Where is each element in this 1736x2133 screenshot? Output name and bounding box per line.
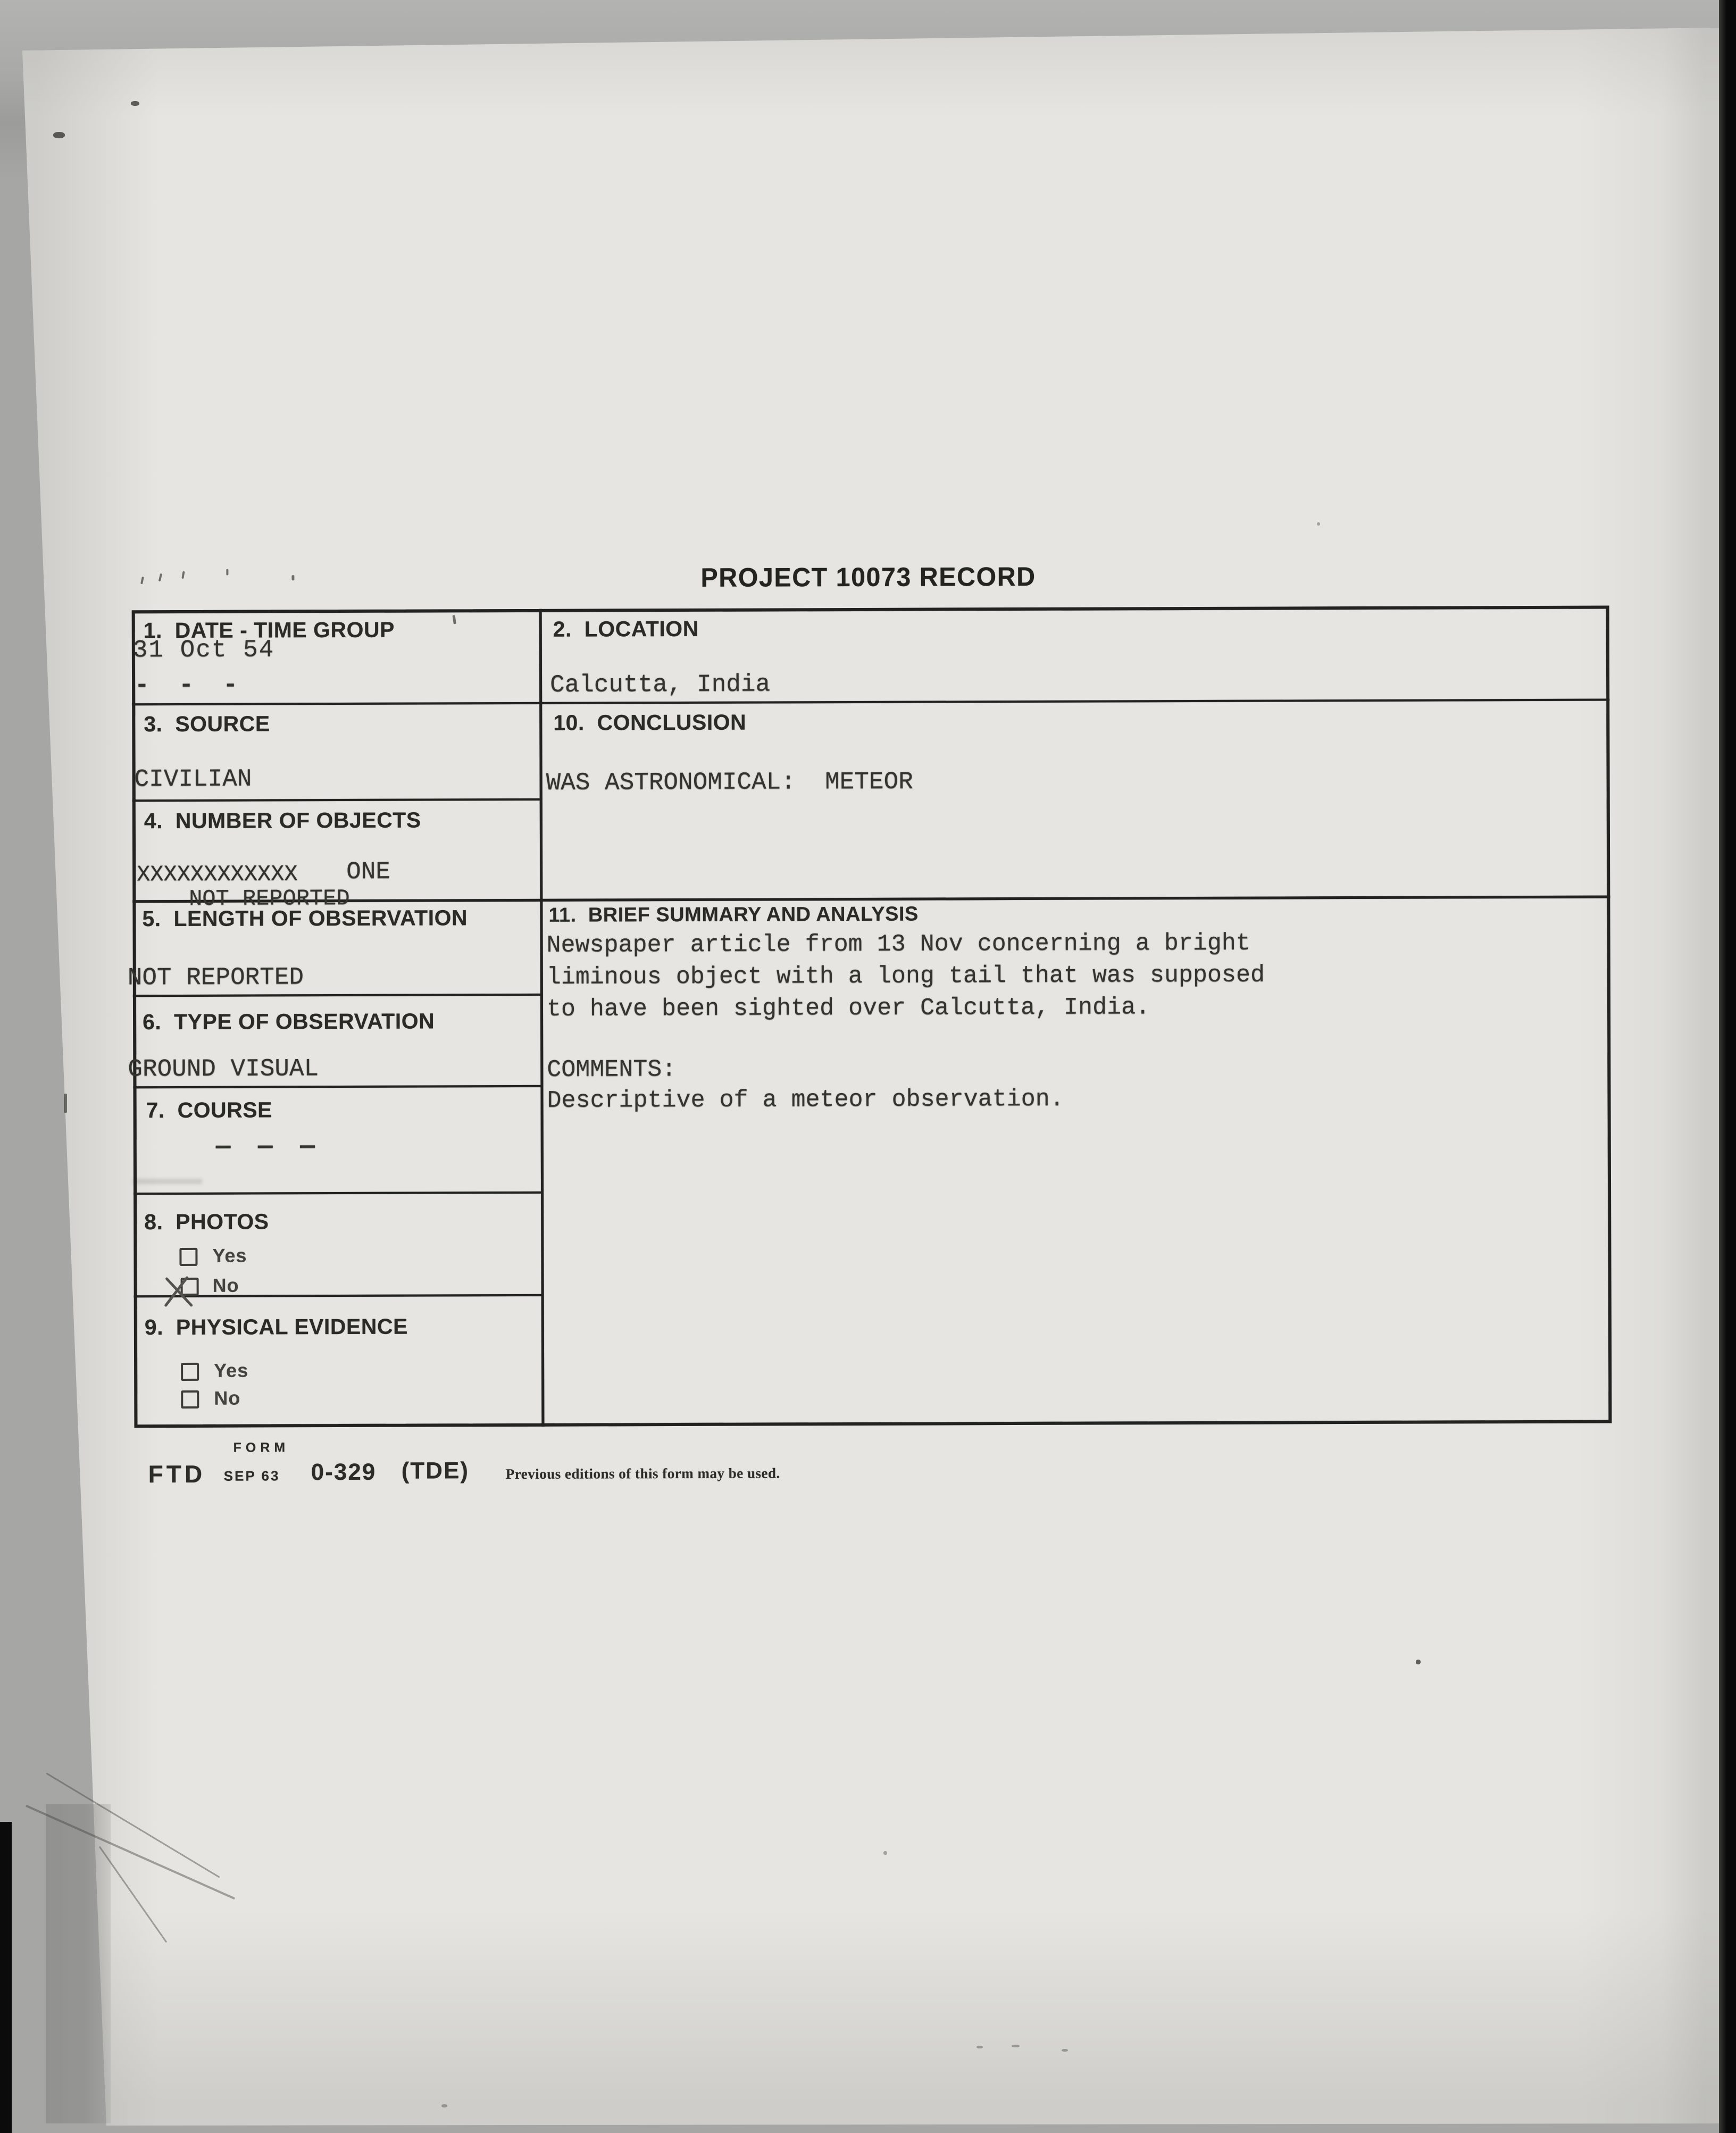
- scan-mark: [140, 577, 144, 585]
- field-value-source: CIVILIAN: [134, 765, 252, 794]
- field-label-physical-evidence: 9. PHYSICAL EVIDENCE: [144, 1314, 408, 1340]
- footer-form-prefix: FTD: [148, 1460, 206, 1488]
- comments-label: COMMENTS:: [547, 1056, 677, 1084]
- scan-mark: [181, 571, 185, 579]
- field-value-course: — — —: [215, 1132, 321, 1161]
- field-label-location: 2. LOCATION: [553, 616, 699, 641]
- scan-mark: [226, 569, 228, 576]
- field-label-photos: 8. PHOTOS: [144, 1209, 269, 1235]
- footer-form-date: SEP 63: [223, 1468, 280, 1484]
- field-dashes-date-time-group: - - -: [134, 671, 246, 699]
- struck-overlay-text: XXXXXXXXXXXX: [137, 861, 298, 888]
- photos-yes-label: Yes: [212, 1244, 247, 1267]
- field-label-source: 3. SOURCE: [144, 711, 270, 737]
- field-label-number-of-objects: 4. NUMBER OF OBJECTS: [144, 807, 421, 834]
- physical-evidence-yes-label: Yes: [214, 1359, 249, 1381]
- photos-no-label: No: [212, 1274, 239, 1296]
- field-label-date-time-group: 1. DATE - TIME GROUP: [143, 617, 395, 643]
- scan-mark: [291, 575, 294, 580]
- field-label-type-of-observation: 6. TYPE OF OBSERVATION: [142, 1009, 435, 1035]
- scan-mark: [158, 573, 162, 582]
- footer-form-word: FORM: [233, 1440, 290, 1455]
- field-value-length-of-observation: NOT REPORTED: [127, 963, 304, 992]
- field-value-type-of-observation: GROUND VISUAL: [128, 1055, 319, 1084]
- comments-text: Descriptive of a meteor observation.: [547, 1085, 1064, 1114]
- field-value-location: Calcutta, India: [549, 670, 771, 699]
- struck-base-text: NOT REPORTED: [189, 885, 350, 912]
- field-value-date-time-group: 31 Oct 54: [132, 636, 275, 664]
- field-value-number-of-objects: ONE: [346, 857, 391, 886]
- physical-evidence-yes-checkbox: [181, 1363, 199, 1381]
- field-label-length-of-observation: 5. LENGTH OF OBSERVATION: [142, 905, 468, 931]
- footer-form-number: 0-329: [311, 1459, 377, 1486]
- field-label-brief-summary: 11. BRIEF SUMMARY AND ANALYSIS: [548, 903, 919, 927]
- x-mark-photos-no: [164, 1274, 197, 1307]
- page-title: PROJECT 10073 RECORD: [700, 561, 1036, 593]
- field-value-conclusion: WAS ASTRONOMICAL: METEOR: [546, 768, 913, 797]
- brief-summary-text: Newspaper article from 13 Nov concerning a bright liminous object with a long tail that was supposed to have been sighted over Calcutta, India.: [546, 929, 1265, 1023]
- photos-yes-checkbox: [179, 1248, 197, 1266]
- field-label-course: 7. COURSE: [146, 1097, 273, 1123]
- field-label-conclusion: 10. CONCLUSION: [553, 710, 747, 735]
- footer-form-suffix: (TDE): [401, 1457, 470, 1484]
- physical-evidence-no-checkbox: [181, 1390, 199, 1409]
- physical-evidence-no-label: No: [214, 1387, 241, 1409]
- footer-note: Previous editions of this form may be used.: [505, 1465, 780, 1482]
